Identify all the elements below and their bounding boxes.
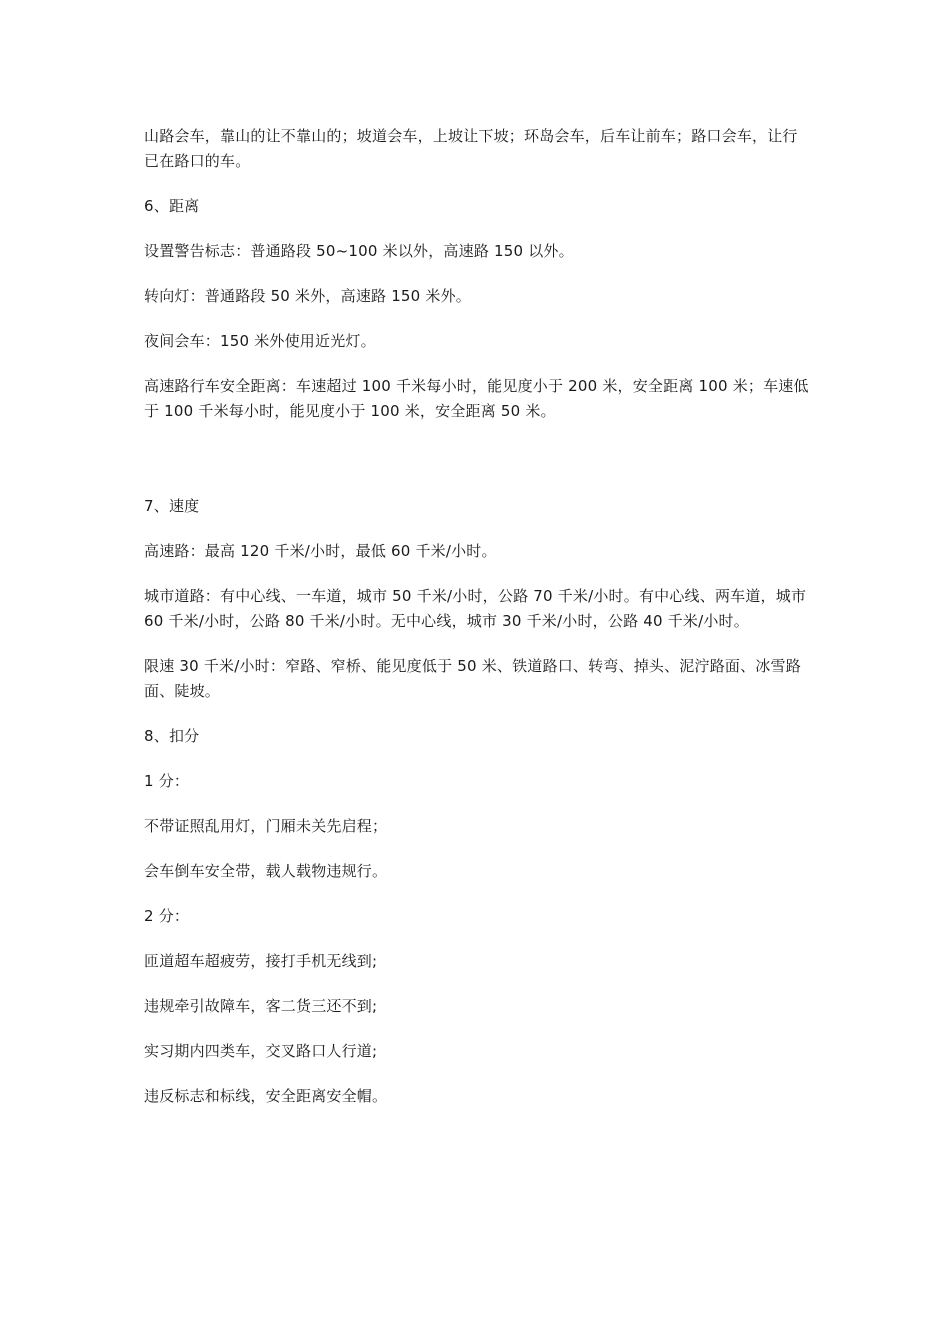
document-body: [144, 124, 809, 1129]
verse-line: 实习期内四类车，交叉路口人行道;: [144, 1042, 378, 1060]
paragraph-speed-limit-30: 限速 30 千米/小时：窄路、窄桥、能见度低于 50 米、铁道路口、转弯、掉头、泥泞路面、冰雪路面、陡坡。: [144, 657, 801, 700]
section-heading-speed: 7、速度: [144, 497, 200, 515]
blank-space: [144, 444, 809, 494]
paragraph-highway-speed: 高速路：最高 120 千米/小时，最低 60 千米/小时。: [144, 542, 497, 560]
verse-line: 会车倒车安全带，载人载物违规行。: [144, 862, 388, 880]
paragraph-turn-signal: 转向灯：普通路段 50 米外，高速路 150 米外。: [144, 287, 471, 305]
verse-line: 匝道超车超疲劳，接打手机无线到;: [144, 952, 378, 970]
paragraph-meeting-rules: 山路会车，靠山的让不靠山的；坡道会车，上坡让下坡；环岛会车，后车让前车；路口会车，让行已在路口的车。: [144, 127, 798, 170]
section-heading-distance: 6、距离: [144, 197, 200, 215]
verse-line: 违规牵引故障车，客二货三还不到;: [144, 997, 378, 1015]
verse-line: 不带证照乱用灯，门厢未关先启程；: [144, 817, 388, 835]
section-heading-points: 8、扣分: [144, 727, 200, 745]
points-label-2: 2 分：: [144, 907, 190, 925]
paragraph-night-meeting: 夜间会车：150 米外使用近光灯。: [144, 332, 376, 350]
points-label-1: 1 分：: [144, 772, 190, 790]
paragraph-warning-sign: 设置警告标志：普通路段 50~100 米以外，高速路 150 以外。: [144, 242, 574, 260]
paragraph-city-road-speed: 城市道路：有中心线、一车道，城市 50 千米/小时，公路 70 千米/小时。有中心线、两车道，城市 60 千米/小时，公路 80 千米/小时。无中心线，城市 30 千米/小时，公路 40 千米/小时。: [144, 587, 807, 630]
verse-line: 违反标志和标线，安全距离安全帽。: [144, 1087, 388, 1105]
paragraph-highway-distance: 高速路行车安全距离：车速超过 100 千米每小时，能见度小于 200 米，安全距离 100 米；车速低于 100 千米每小时，能见度小于 100 米，安全距离 50 米。: [144, 377, 809, 420]
